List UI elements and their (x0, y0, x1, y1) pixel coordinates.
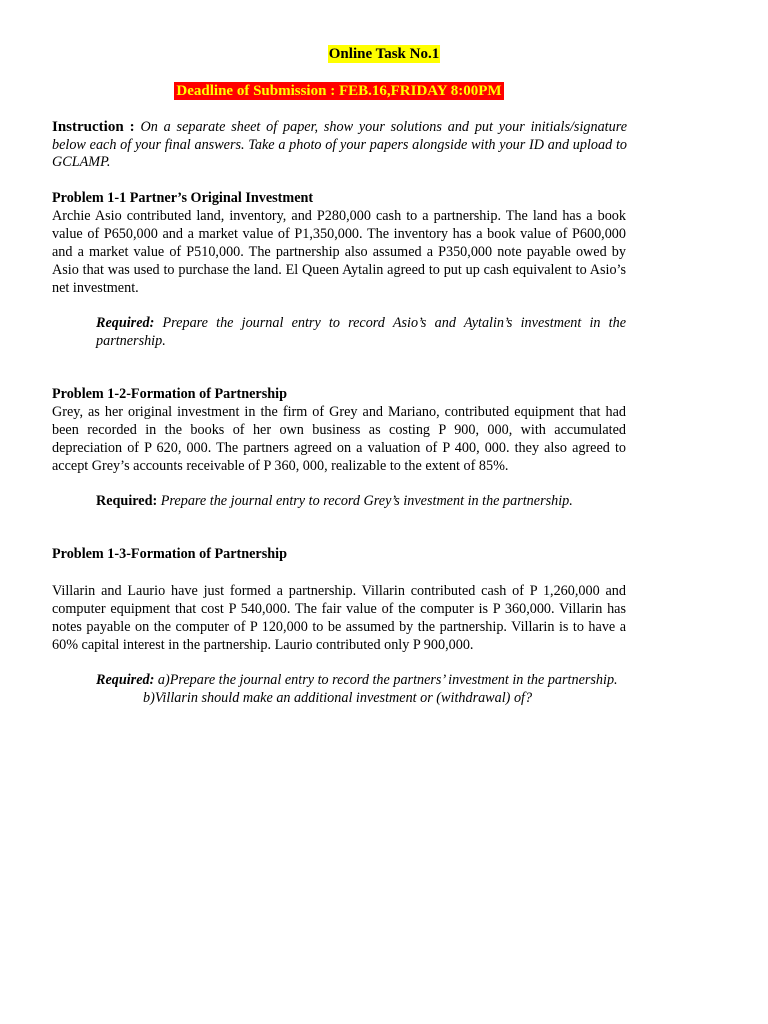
required-text: a)Prepare the journal entry to record the partners’ investment in the partnership. (157, 672, 618, 688)
deadline-banner (0, 83, 678, 100)
instruction-text: On a separate sheet of paper, show your solutions and put your initials/signature below each of your final answers. Take a photo of your papers alongside with your ID and upload to GCLAMP. (52, 119, 628, 170)
problem-1-3-heading: Problem 1-3-Formation of Partnership (52, 546, 287, 562)
problem-1-1-body: Archie Asio contributed land, inventory, and P280,000 cash to a partnership. The land has a book value of P650,000 and a market value of P1,350,000. The inventory has a book value of P600,000 and a market value of P510,000. The partnership also assumed a P350,000 note payable owed by Asio that was used to purchase the land. El Queen Aytalin agreed to put up cash equivalent to Asio’s net investment. (52, 208, 626, 296)
problem-1-2-required (96, 492, 626, 510)
problem-1-2-body: Grey, as her original investment in the firm of Grey and Mariano, contributed equipment that had been recorded in the books of her own business as costing P 900, 000, with accumulated depreciation of P 620, 000. The partners agreed on a valuation of P 400, 000. they also agreed to accept Grey’s accounts receivable of P 360, 000, realizable to the extent of 85%. (52, 404, 626, 474)
required-text: Prepare the journal entry to record Grey’s investment in the partnership. (160, 493, 573, 509)
required-subitem: b)Villarin should make an additional investment or (withdrawal) of? (143, 690, 533, 706)
problem-1-2-heading: Problem 1-2-Formation of Partnership (52, 386, 287, 402)
required-label: Required: (96, 493, 158, 509)
required-label: Required: (96, 672, 155, 688)
problem-1-3-required (96, 671, 626, 707)
instruction-label: Instruction : (52, 119, 135, 135)
instruction-block (52, 119, 627, 172)
document-title (0, 46, 768, 63)
problem-1-1-heading: Problem 1-1 Partner’s Original Investment (52, 190, 314, 206)
problem-1-3-body: Villarin and Laurio have just formed a partnership. Villarin contributed cash of P 1,260,000 and computer equipment that cost P 540,000. The fair value of the computer is P 360,000. Villarin has notes payable on the computer of P 120,000 to be assumed by the partnership. Villarin is to have a 60% capital interest in the partnership. Laurio contributed only P 900,000. (52, 583, 626, 653)
deadline-text: Deadline of Submission : FEB.16,FRIDAY 8:00PM (176, 83, 502, 99)
title-text: Online Task No.1 (328, 46, 440, 62)
required-text: Prepare the journal entry to record Asio’s and Aytalin’s investment in the partnership. (96, 315, 627, 349)
required-label: Required: (96, 315, 155, 331)
problem-1-1-required (96, 314, 626, 350)
